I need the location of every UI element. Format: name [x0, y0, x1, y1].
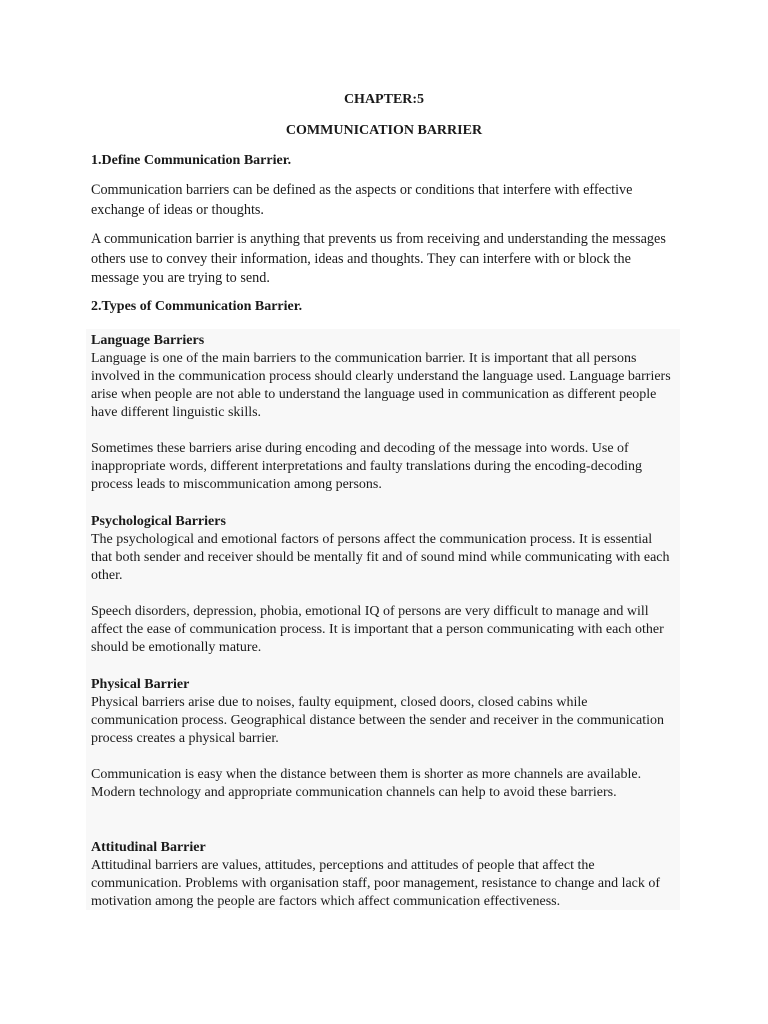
definition-paragraph-1: Communication barriers can be defined as the aspects or conditions that interfere with effective exchange of ideas or thoughts.: [91, 182, 633, 218]
section-heading: Attitudinal Barrier: [91, 840, 206, 855]
definition-paragraph-2: A communication barrier is anything that prevents us from receiving and understanding the messages others use to convey their information, ideas and thoughts. They can interfere with or block the message you are trying to send.: [91, 231, 666, 286]
section-paragraph: The psychological and emotional factors of persons affect the communication process. It is essential that both sender and receiver should be mentally fit and of sound mind while communicating with each other.: [91, 532, 670, 583]
section-paragraph: Language is one of the main barriers to the communication barrier. It is important that all persons involved in the communication process should clearly understand the language used. Language barriers arise when people are not able to understand the language used in communication as different people have different linguistic skills.: [91, 351, 671, 420]
section-heading: Language Barriers: [91, 333, 205, 348]
section-paragraph: Physical barriers arise due to noises, faulty equipment, closed doors, closed cabins while communication process. Geographical distance between the sender and receiver in the communication process creates a physical barrier.: [91, 695, 665, 746]
attitudinal-barrier-section: [91, 839, 676, 911]
psychological-barriers-section: [91, 513, 676, 657]
section-paragraph: Attitudinal barriers are values, attitudes, perceptions and attitudes of people that affect the communication. Problems with organisation staff, poor management, resistance to change and lack of motivation among the people are factors which affect communication effectiveness.: [91, 858, 661, 909]
section-paragraph: Sometimes these barriers arise during encoding and decoding of the message into words. Use of inappropriate words, different interpretations and faulty translations during the encoding-decoding process leads to miscommunication among persons.: [91, 441, 643, 492]
section-heading: Physical Barrier: [91, 677, 190, 692]
section-paragraph: Speech disorders, depression, phobia, emotional IQ of persons are very difficult to manage and will affect the ease of communication process. It is important that a person communicating with each other should be emotionally mature.: [91, 604, 664, 655]
section-heading: Psychological Barriers: [91, 514, 226, 529]
physical-barrier-section: [91, 676, 676, 802]
language-barriers-section: [91, 332, 676, 494]
chapter-title: COMMUNICATION BARRIER: [285, 123, 483, 138]
question-1-title: 1.Define Communication Barrier.: [91, 153, 292, 168]
question-2-title: 2.Types of Communication Barrier.: [91, 299, 303, 314]
section-paragraph: Communication is easy when the distance between them is shorter as more channels are available. Modern technology and appropriate communication channels can help to avoid these barriers.: [91, 767, 642, 800]
chapter-number: CHAPTER:5: [343, 92, 425, 107]
